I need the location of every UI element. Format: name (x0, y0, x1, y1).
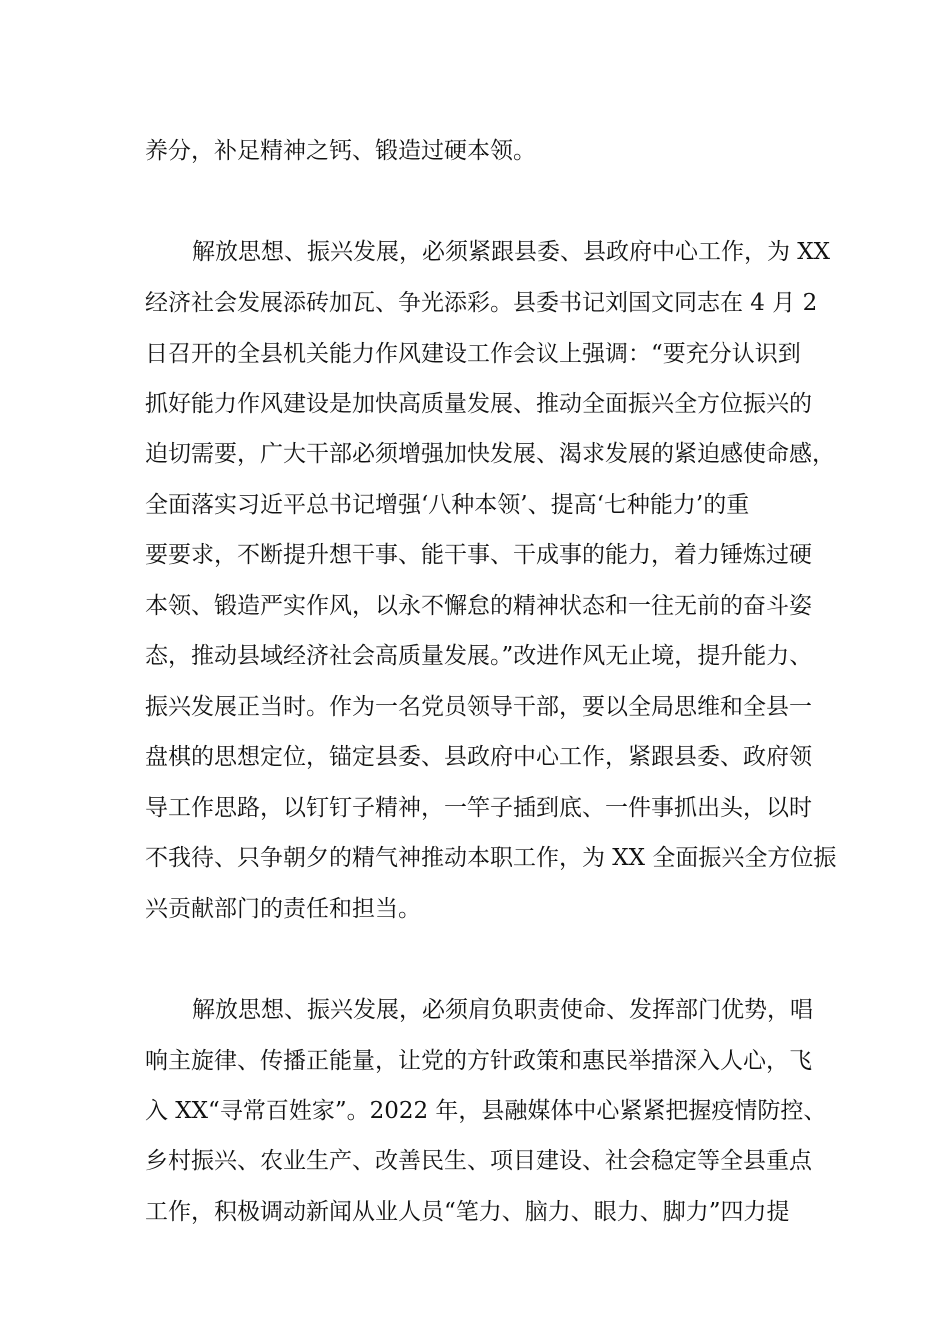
text-line: 经济社会发展添砖加瓦、争光添彩。县委书记刘国文同志在 4 月 2 (145, 290, 818, 316)
text-line: 工作，积极调动新闻从业人员“笔力、脑力、眼力、脚力”四力提 (145, 1199, 790, 1225)
text-line: 入 XX“寻常百姓家”。2022 年，县融媒体中心紧紧把握疫情防控、 (145, 1098, 827, 1124)
text-line: 要要求，不断提升想干事、能干事、干成事的能力，着力锤炼过硬 (145, 542, 812, 568)
paragraph-first-line: 解放思想、振兴发展，必须肩负职责使命、发挥部门优势，唱 (192, 997, 813, 1023)
text-line: 响主旋律、传播正能量，让党的方针政策和惠民举措深入人心，飞 (145, 1048, 812, 1074)
text-line: 乡村振兴、农业生产、改善民生、项目建设、社会稳定等全县重点 (145, 1148, 812, 1174)
text-line: 本领、锻造严实作风，以永不懈怠的精神状态和一往无前的奋斗姿 (145, 593, 812, 619)
text-line: 不我待、只争朝夕的精气神推动本职工作，为 XX 全面振兴全方位振 (145, 845, 837, 871)
text-line: 养分，补足精神之钙、锻造过硬本领。 (145, 138, 536, 164)
text-line: 态，推动县域经济社会高质量发展。”改进作风无止境，提升能力、 (145, 643, 813, 669)
text-line: 导工作思路，以钉钉子精神，一竿子插到底、一件事抓出头，以时 (145, 795, 812, 821)
text-line: 振兴发展正当时。作为一名党员领导干部，要以全局思维和全县一 (145, 694, 812, 720)
paragraph-first-line: 解放思想、振兴发展，必须紧跟县委、县政府中心工作，为 XX (192, 239, 831, 265)
text-line: 抓好能力作风建设是加快高质量发展、推动全面振兴全方位振兴的 (145, 391, 812, 417)
text-line: 全面落实习近平总书记增强‘八种本领’、提高‘七种能力’的重 (145, 492, 750, 518)
text-line: 盘棋的思想定位，锚定县委、县政府中心工作，紧跟县委、政府领 (145, 744, 812, 770)
text-line: 日召开的全县机关能力作风建设工作会议上强调：“要充分认识到 (145, 341, 801, 367)
text-line: 兴贡献部门的责任和担当。 (145, 896, 421, 922)
text-line: 迫切需要，广大干部必须增强加快发展、渴求发展的紧迫感使命感， (145, 441, 835, 467)
